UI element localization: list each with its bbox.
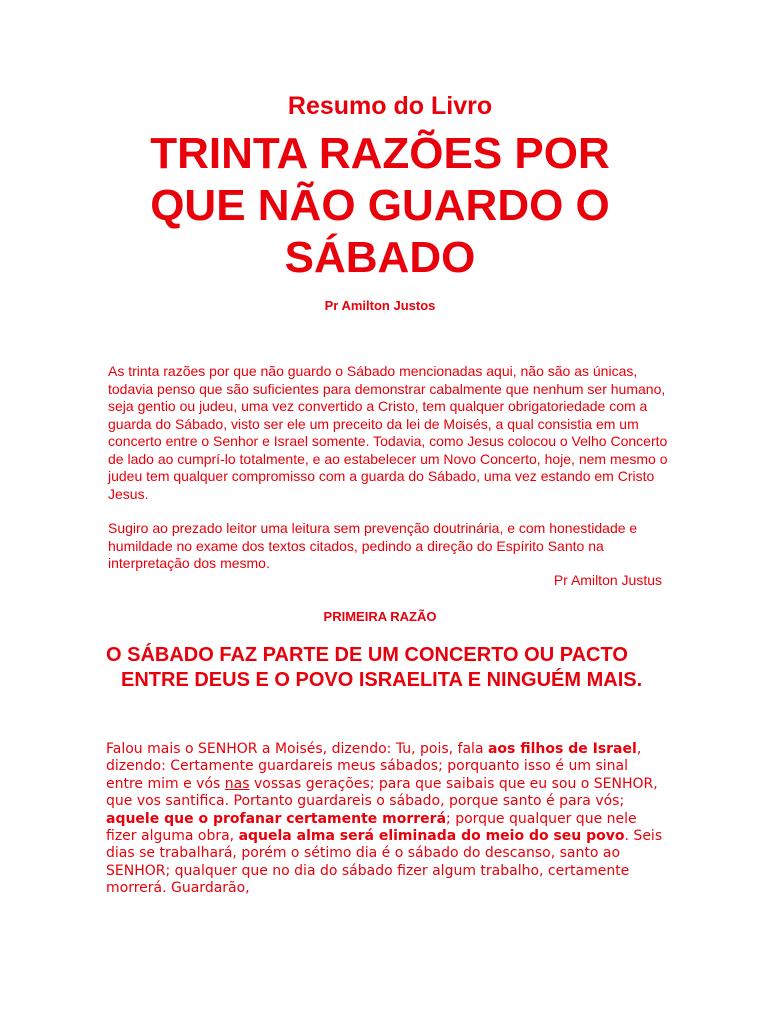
scripture-quote — [106, 741, 666, 898]
scripture-text: Falou mais o SENHOR a Moisés, dizendo: Tu, pois, fala — [106, 741, 488, 757]
intro-paragraph: Sugiro ao prezado leitor uma leitura sem prevenção doutrinária, e com honestidade e humildade no exame dos textos citados, pedindo a direção do Espírito Santo na interpretação dos mesmo. — [108, 520, 638, 571]
scripture-text: ; porque qualquer que nele fizer alguma obra, — [106, 810, 637, 845]
book-summary-subtitle: Resumo do Livro — [287, 92, 493, 120]
scripture-text: . Seis dias se trabalhará, porém o sétimo dia é o sábado do descanso, santo ao SENHOR; qualquer que no dia do sábado fizer algum trabalho, certamente morrerá. Guardarão, — [106, 828, 663, 897]
scripture-emphasis: aquela alma será eliminada do meio do seu povo — [238, 828, 625, 845]
author-name: Pr Amilton Justos — [324, 298, 436, 313]
scripture-emphasis: aos filhos de Israel — [487, 741, 637, 757]
section-heading: O SÁBADO FAZ PARTE DE UM CONCERTO OU PACTO ENTRE DEUS E O POVO ISRAELITA E NINGUÉM MAIS. — [106, 644, 643, 691]
scripture-text: , dizendo: Certamente guardareis meus sábados; porquanto isso é um sinal entre mim e vós — [106, 741, 642, 792]
intro-paragraph: As trinta razões por que não guardo o Sábado mencionadas aqui, não são as únicas, todavia penso que são suficientes para demonstrar cabalmente que nenhum ser humano, seja gentio ou judeu, uma vez convertido a Cristo, tem qualquer obrigatoriedade com a guarda do Sábado, visto ser ele um preceito da lei de Moisés, a qual consistia em um concerto entre o Senhor e Israel somente. Todavia, como Jesus colocou o Velho Concerto de lado ao cumprí-lo totalmente, e ao estabelecer um Novo Concerto, hoje, nem mesmo o judeu tem qualquer compromisso com a guarda do Sábado, uma vez estando em Cristo Jesus. — [108, 363, 668, 502]
section-label: PRIMEIRA RAZÃO — [323, 609, 437, 624]
scripture-emphasis: aquele que o profanar certamente morrerá — [106, 810, 447, 827]
scripture-underline: nas — [224, 775, 250, 792]
book-title: TRINTA RAZÕES POR QUE NÃO GUARDO O SÁBADO — [150, 129, 610, 282]
scripture-text: vossas gerações; para que saibais que eu sou o SENHOR, que vos santifica. Portanto guardareis o sábado, porque santo é para vós; — [106, 775, 658, 810]
intro-text — [108, 363, 668, 573]
signature: Pr Amilton Justus — [553, 572, 662, 588]
